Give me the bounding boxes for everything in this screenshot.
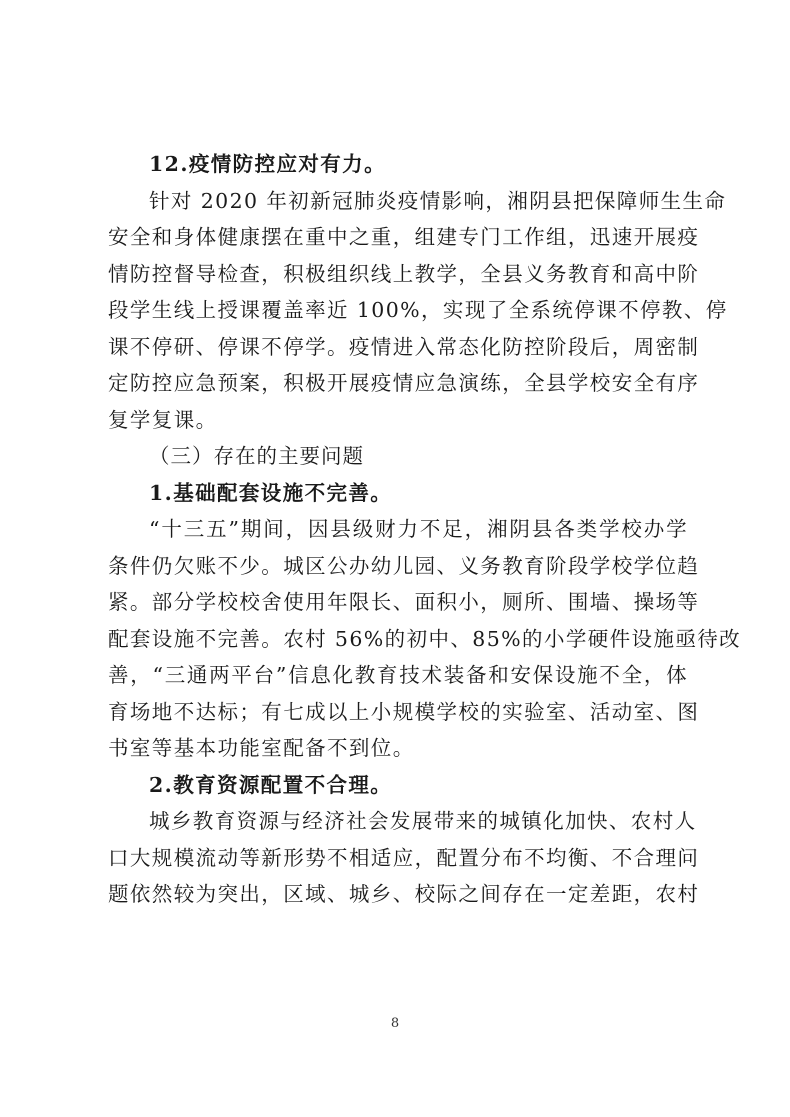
- paragraph-resource-allocation: [108, 803, 700, 913]
- paragraph-line: 段学生线上授课覆盖率近 100%，实现了全系统停课不停教、停: [108, 298, 728, 322]
- paragraph-line: 安全和身体健康摆在重中之重，组建专门工作组，迅速开展疫: [108, 225, 700, 249]
- paragraph-line: 育场地不达标；有七成以上小规模学校的实验室、活动室、图: [108, 699, 700, 724]
- heading-resource-allocation: 2.教育资源配置不合理。: [149, 772, 393, 797]
- paragraph-line: 情防控督导检查，积极组织线上教学，全县义务教育和高中阶: [108, 261, 700, 286]
- paragraph-epidemic-control: [108, 183, 728, 439]
- paragraph-line: 善，“三通两平台”信息化教育技术装备和安保设施不全，体: [108, 663, 688, 687]
- section-heading-main-problems: （三）存在的主要问题: [149, 444, 364, 468]
- paragraph-line: 复学复课。: [108, 407, 218, 432]
- page-number: 8: [390, 1016, 400, 1031]
- paragraph-line: 书室等基本功能室配备不到位。: [108, 736, 415, 760]
- paragraph-line: 定防控应急预案，积极开展疫情应急演练，全县学校安全有序: [108, 371, 700, 395]
- heading-infrastructure: 1.基础配套设施不完善。: [149, 480, 393, 505]
- paragraph-line: 题依然较为突出，区域、城乡、校际之间存在一定差距，农村: [108, 882, 700, 906]
- paragraph-line: 紧。部分学校校舍使用年限长、面积小，厕所、围墙、操场等: [108, 590, 700, 614]
- paragraph-line: 课不停研、停课不停学。疫情进入常态化防控阶段后，周密制: [108, 334, 700, 359]
- paragraph-line: 配套设施不完善。农村 56%的初中、85%的小学硬件设施亟待改: [108, 626, 742, 651]
- paragraph-line: 城乡教育资源与经济社会发展带来的城镇化加快、农村人: [149, 809, 697, 833]
- paragraph-line: 条件仍欠账不少。城区公办幼儿园、义务教育阶段学校学位趋: [108, 553, 700, 578]
- paragraph-line: 口大规模流动等新形势不相适应，配置分布不均衡、不合理问: [108, 845, 700, 870]
- paragraph-infrastructure: [108, 511, 742, 767]
- paragraph-line: “十三五”期间，因县级财力不足，湘阴县各类学校办学: [149, 517, 688, 541]
- paragraph-line: 针对 2020 年初新冠肺炎疫情影响，湘阴县把保障师生生命: [149, 188, 727, 213]
- heading-epidemic-control: 12.疫情防控应对有力。: [149, 152, 386, 176]
- document-body: [108, 146, 742, 913]
